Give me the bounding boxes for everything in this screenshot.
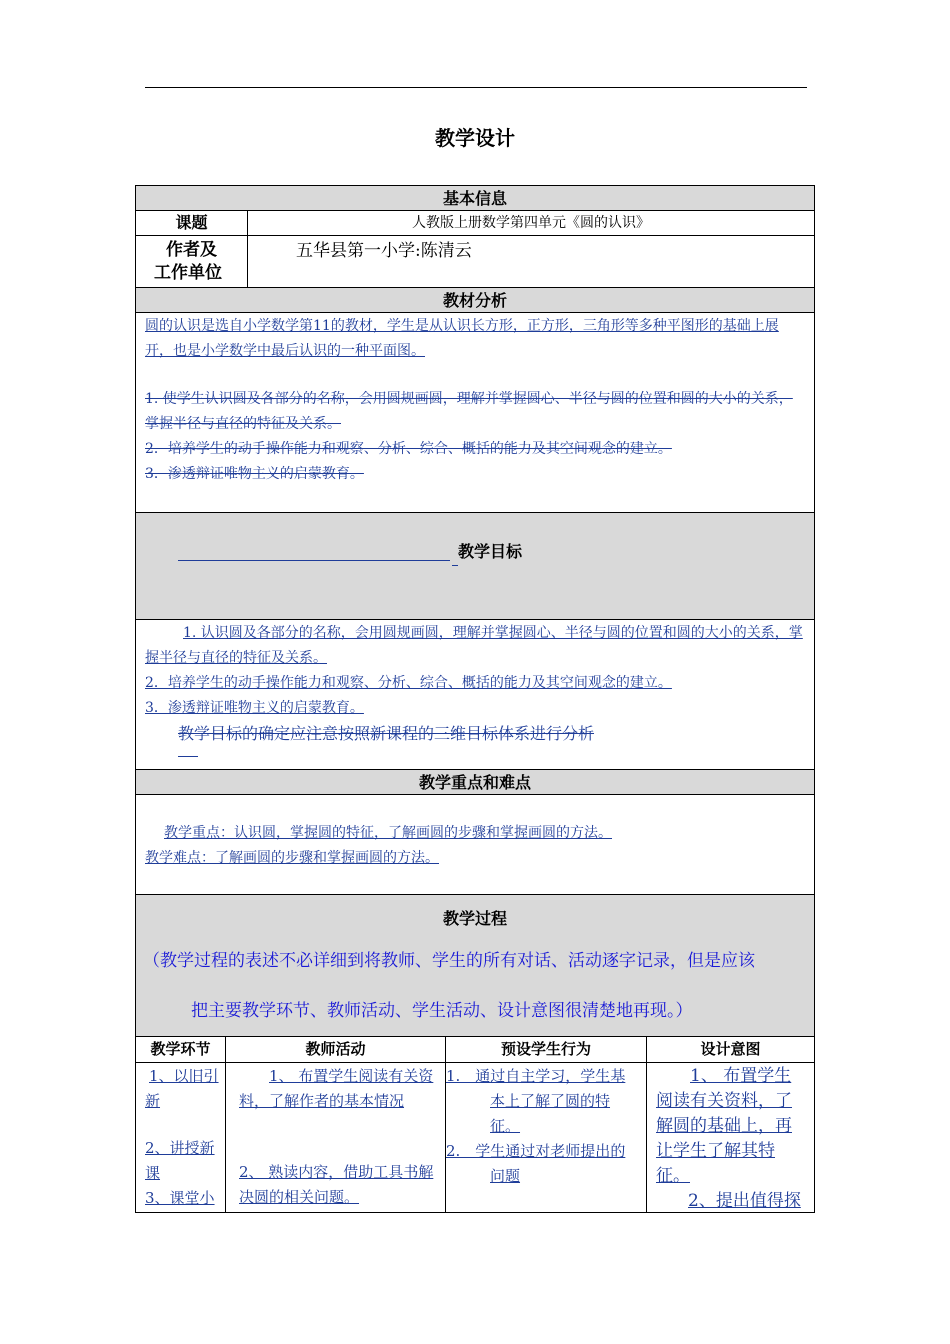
process-header: 教学过程: [442, 909, 507, 928]
col-student: 预设学生行为: [446, 1037, 647, 1062]
stage-1: 1、以旧引新: [145, 1067, 219, 1110]
page-title: 教学设计: [435, 126, 515, 150]
material-body: [136, 313, 814, 513]
objective-1: 1. 认识圆及各部分的名称，会用圆规画圆，理解并掌握圆心、半径与圆的位置和圆的大小的关系，掌握半径与直径的特征及关系。: [145, 625, 803, 666]
col-teacher: 教师活动: [226, 1037, 446, 1062]
objective-3: 3．渗透辩证唯物主义的启蒙教育。: [145, 700, 364, 716]
objective-2: 2．培养学生的动手操作能力和观察、分析、综合、概括的能力及其空间观念的建立。: [145, 675, 672, 691]
col-intent: 设计意图: [700, 1040, 761, 1058]
stage-2: 2、讲授新课: [145, 1139, 215, 1182]
teacher-2: 2、 熟读内容，借助工具书解决圆的相关问题。: [239, 1163, 434, 1206]
process-note-line2: 把主要教学环节、教师活动、学生活动、设计意图很清楚地再现。）: [191, 1001, 693, 1021]
objectives-dash: [452, 565, 458, 566]
objectives-body: [136, 620, 814, 770]
author-value: 五华县第一小学:陈清云: [296, 241, 472, 261]
lesson-table: [135, 185, 815, 1213]
col-stage: 教学环节: [136, 1037, 226, 1062]
material-header: 教材分析: [136, 288, 814, 313]
objectives-header-block: [136, 513, 814, 620]
material-deleted-2: 2．培养学生的动手操作能力和观察、分析、综合、概括的能力及其空间观念的建立。: [145, 441, 672, 457]
intent-2: 2、提出值得探: [688, 1191, 801, 1211]
topic-label: 课题: [136, 211, 248, 235]
basic-info-header: 基本信息: [136, 186, 814, 211]
material-intro: 圆的认识是选自小学数学第11的教材，学生是从认识长方形，正方形，三角形等多种平图形的基础上展开，也是小学数学中最后认识的一种平面图。: [145, 318, 779, 359]
teacher-cell: [226, 1063, 446, 1212]
keypoints-focus: 教学重点：认识圆，掌握圆的特征，了解画圆的步骤和掌握画圆的方法。: [164, 825, 612, 841]
objectives-deleted-note: 教学目标的确定应注意按照新课程的三维目标体系进行分析: [178, 724, 595, 743]
intent-cell: [647, 1063, 814, 1212]
topic-row: [136, 211, 814, 236]
stage-cell: [136, 1063, 226, 1212]
intent-1: 1、 布置学生阅读有关资料，了解圆的基础上，再让学生了解其特征。: [656, 1066, 792, 1186]
objectives-header: 教学目标: [458, 542, 523, 561]
process-body-row: [136, 1063, 814, 1212]
process-note-line1: （教学过程的表述不必详细到将教师、学生的所有对话、活动逐字记录，但是应该: [143, 951, 755, 971]
student-cell: [446, 1063, 647, 1212]
objectives-underline: [178, 560, 450, 561]
stage-3: 3、课堂小: [145, 1189, 215, 1207]
author-label-line2: 工作单位: [154, 263, 222, 283]
keypoints-header: 教学重点和难点: [136, 770, 814, 795]
topic-value: 人教版上册数学第四单元《圆的认识》: [412, 215, 650, 231]
student-1: 1. 通过自主学习，学生基本上了解了圆的特征。: [446, 1067, 626, 1135]
author-label: [136, 236, 248, 287]
material-deleted-1: 1. 使学生认识圆及各部分的名称，会用圆规画圆，理解并掌握圆心、半径与圆的位置和圆的大小的关系，掌握半径与直径的特征及关系。: [145, 391, 793, 432]
objectives-dash-mark: [178, 746, 198, 757]
material-deleted-3: 3．渗透辩证唯物主义的启蒙教育。: [145, 466, 364, 482]
process-header-block: [136, 895, 814, 1037]
keypoints-body: [136, 795, 814, 895]
teacher-1: 1、 布置学生阅读有关资料，了解作者的基本情况: [239, 1067, 434, 1110]
top-rule: [145, 87, 807, 88]
student-2: 2. 学生通过对老师提出的问题: [446, 1142, 626, 1185]
keypoints-difficulty: 教学难点：了解画圆的步骤和掌握画圆的方法。: [145, 850, 439, 866]
process-columns-row: [136, 1037, 814, 1063]
author-row: [136, 236, 814, 288]
author-label-line1: 作者及: [166, 240, 217, 260]
